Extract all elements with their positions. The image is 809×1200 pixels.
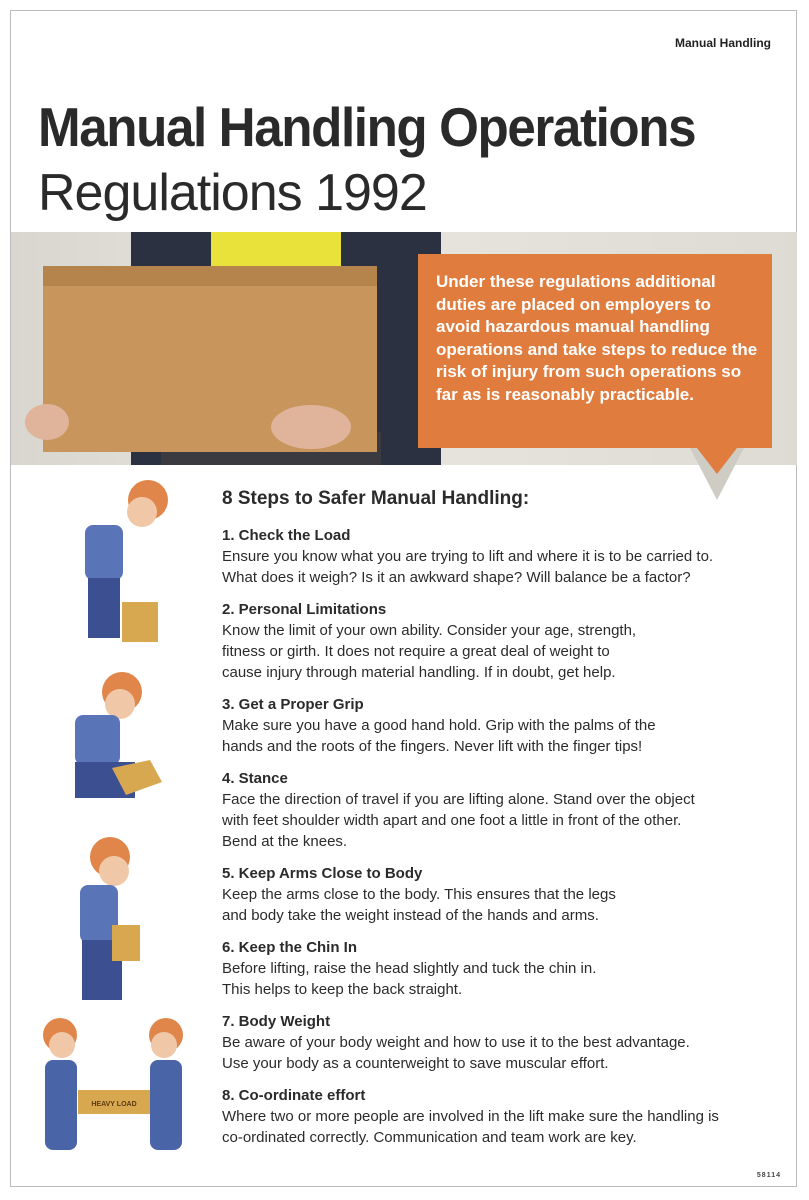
category-tag: Manual Handling [675,36,771,50]
step-item [222,1086,782,1148]
step-title: 6. Keep the Chin In [222,939,358,956]
step-body: Ensure you know what you are trying to lift and where it is to be carried to. What does it weigh? Is it an awkward shape? Will balance be a factor? [222,548,714,586]
step-item [222,769,782,852]
step-title: 7. Body Weight [222,1013,331,1030]
step-item [222,1012,782,1074]
step-title: 5. Keep Arms Close to Body [222,865,423,882]
figure-personal-limitations [75,672,162,798]
step-item [222,695,782,757]
step-title: 8. Co-ordinate effort [222,1087,366,1104]
step-title: 2. Personal Limitations [222,601,387,618]
step-body: Know the limit of your own ability. Consider your age, strength, fitness or girth. It does not require a great deal of weight to cause injury through material handling. If in doubt, get help. [222,622,637,681]
step-body: Make sure you have a good hand hold. Grip with the palms of the hands and the roots of the fingers. Never lift with the finger tips! [222,717,656,755]
poster-subtitle: Regulations 1992 [38,164,427,222]
step-body: Be aware of your body weight and how to use it to the best advantage. Use your body as a counterweight to save muscular effort. [222,1034,690,1072]
poster-title: Manual Handling Operations [38,96,696,158]
figure-team-lift [43,1018,183,1150]
step-body: Before lifting, raise the head slightly and tuck the chin in. This helps to keep the back straight. [222,960,597,998]
step-item [222,600,782,683]
figure-check-load [85,480,168,642]
steps-heading: 8 Steps to Safer Manual Handling: [222,488,530,509]
step-title: 3. Get a Proper Grip [222,696,364,713]
callout-pointer [697,448,737,474]
step-item [222,526,782,588]
regulations-callout: Under these regulations additional duties are placed on employers to avoid hazardous manual handling operations and take steps to reduce the risk of injury from such operations so far as is reasonably practicable. [418,254,772,448]
manual-handling-illustrations [30,470,200,1170]
step-body: Face the direction of travel if you are lifting alone. Stand over the object with feet shoulder width apart and one foot a little in front of the other. Bend at the knees. [222,791,695,850]
steps-list [222,526,782,1148]
step-item [222,938,782,1000]
step-item [222,864,782,926]
step-body: Where two or more people are involved in the lift make sure the handling is co-ordinated correctly. Communication and team work are key. [222,1108,719,1146]
step-title: 1. Check the Load [222,527,351,544]
steps-section [222,488,782,1160]
figure-stance [80,837,140,1000]
product-code: 58114 [756,1172,781,1179]
step-title: 4. Stance [222,770,288,787]
step-body: Keep the arms close to the body. This ensures that the legs and body take the weight instead of the hands and arms. [222,886,616,924]
heavy-load-label: HEAVY LOAD [91,1101,137,1108]
